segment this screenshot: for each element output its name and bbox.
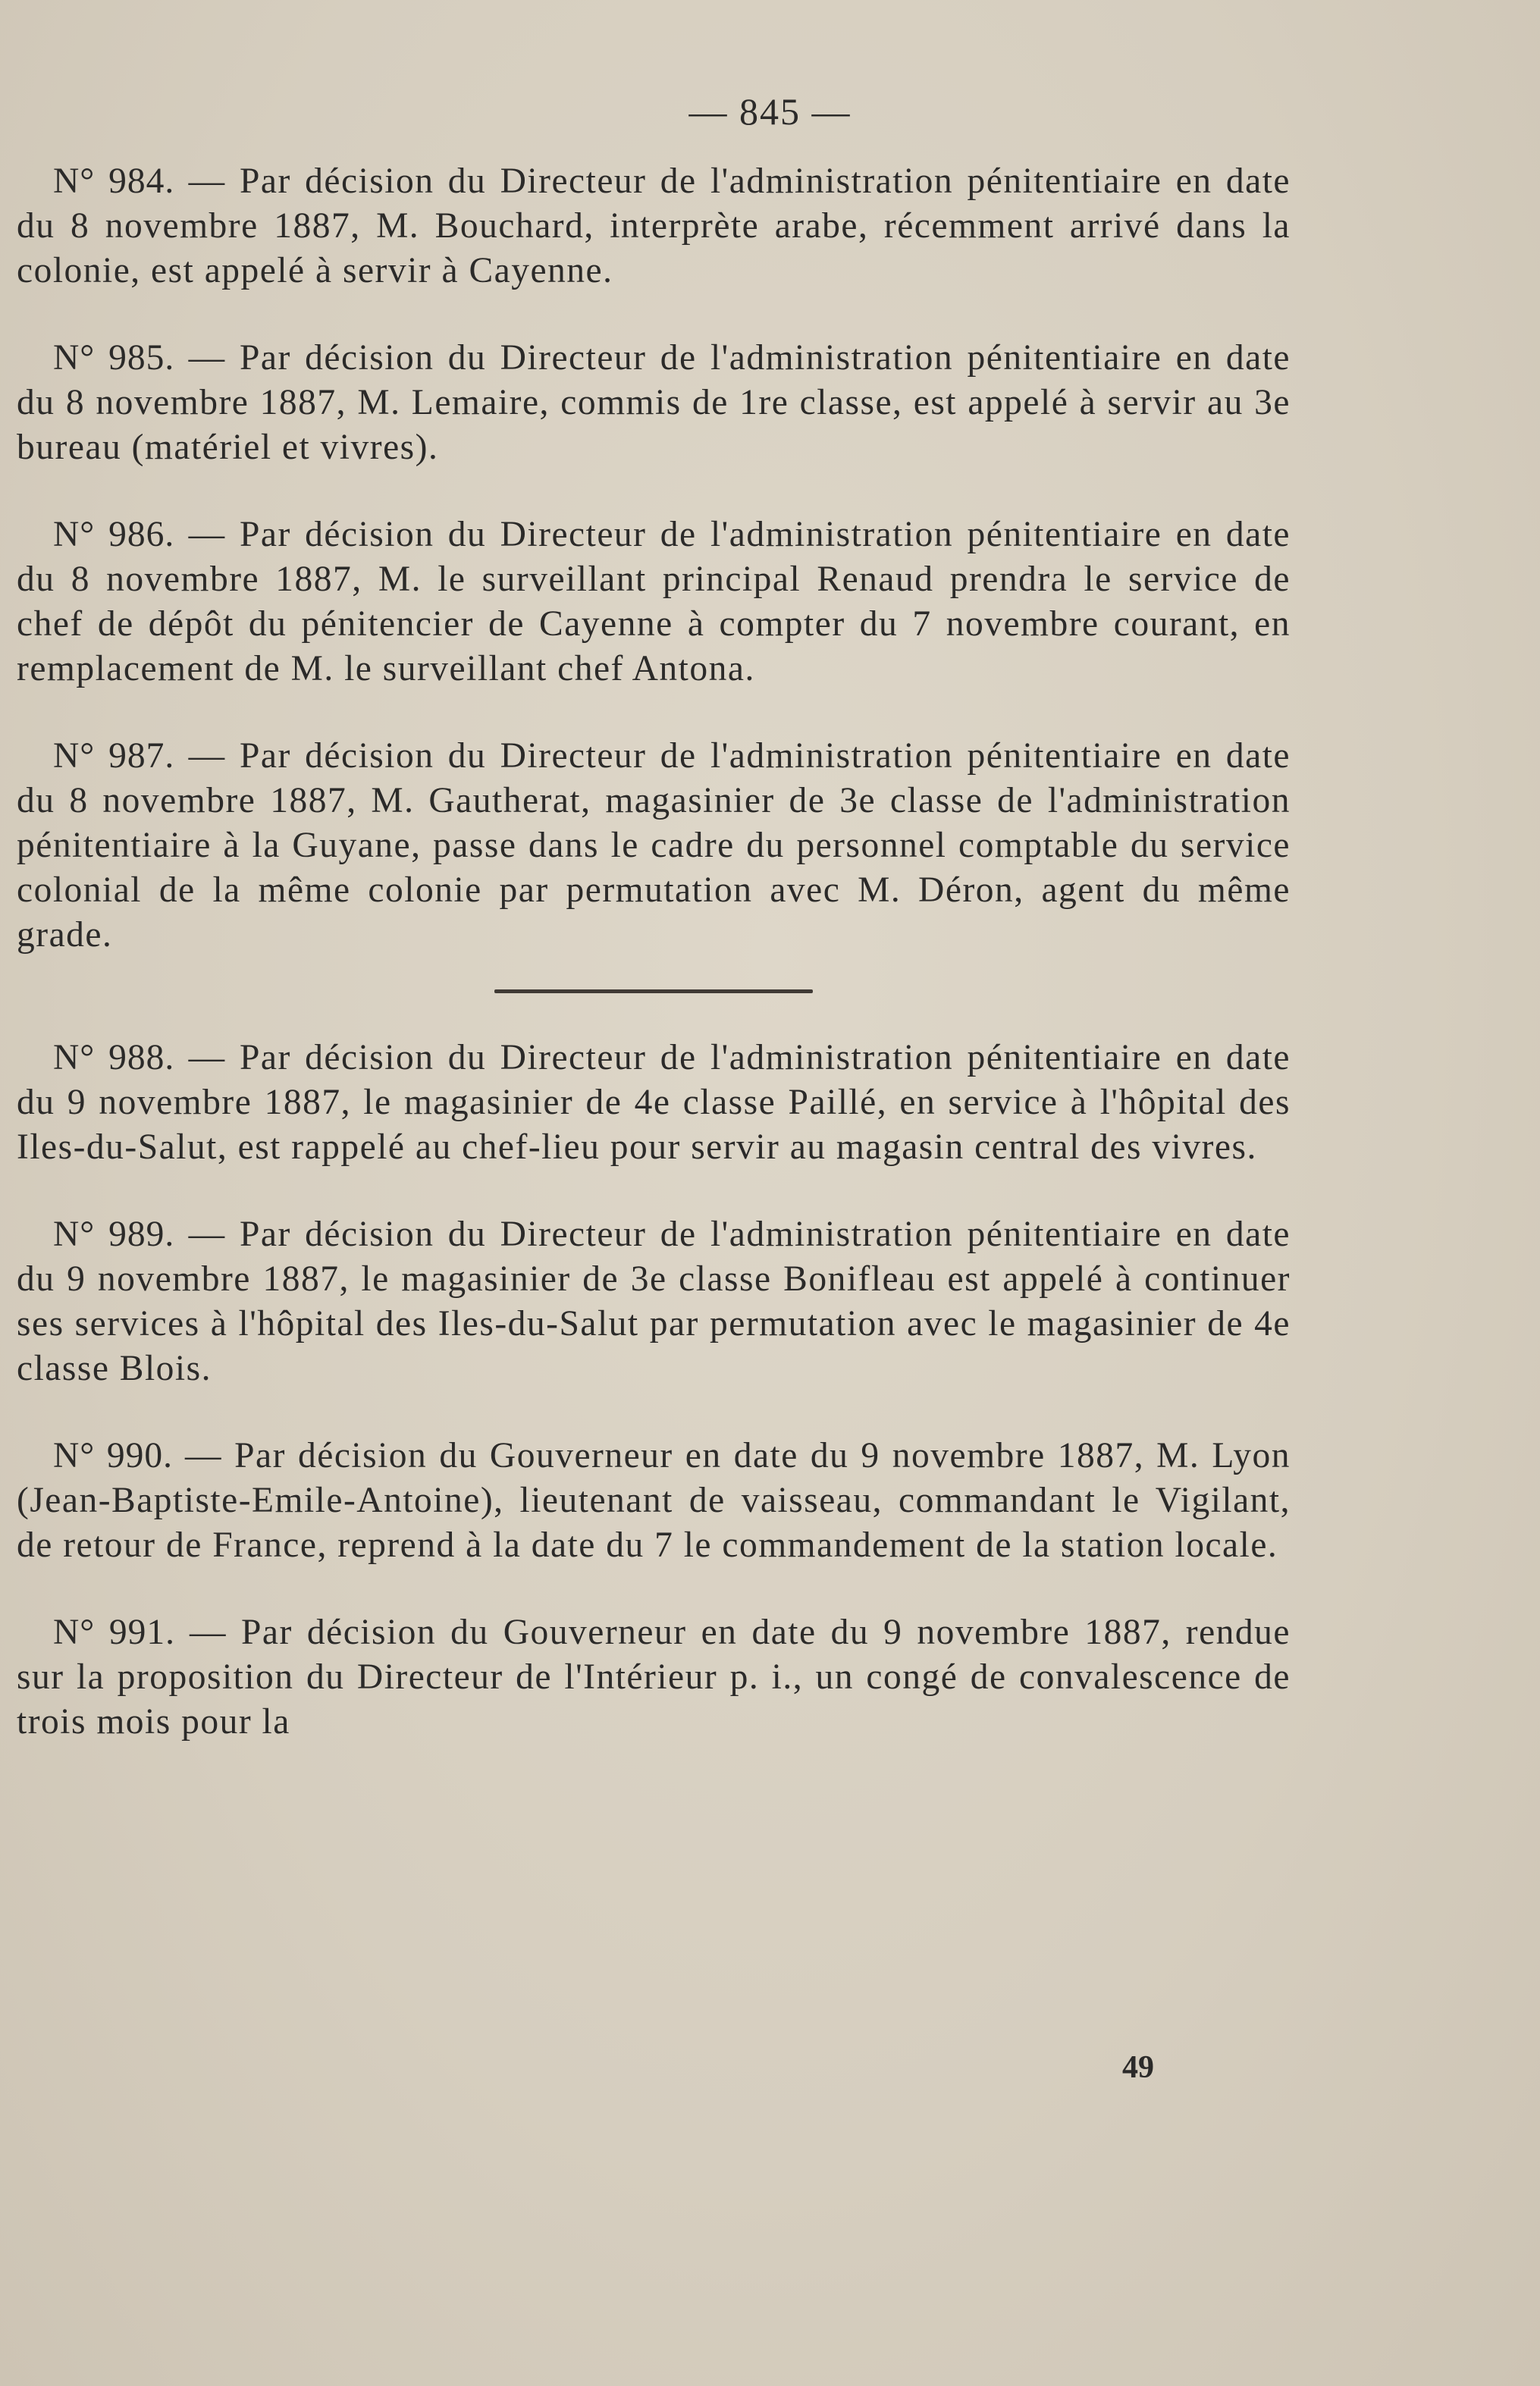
entry-984 [17, 159, 1291, 293]
entry-985 [17, 336, 1291, 470]
entry-text: — Par décision du Directeur de l'administration pénitentiaire en date du 8 novembre 1887, M. Bouchard, interprète arabe, récemment arrivé dans la colonie, est appelé à servir à Cayenne. [17, 161, 1291, 290]
entry-986 [17, 513, 1291, 691]
entry-number: N° 987. [53, 736, 175, 776]
entry-text: — Par décision du Gouverneur en date du 9 novembre 1887, M. Lyon (Jean-Baptiste-Emile-Antoine), lieutenant de vaisseau, commandant le Vigilant, de retour de France, reprend à la date du 7 le commandement de la station locale. [17, 1436, 1291, 1565]
entry-number: N° 989. [53, 1215, 175, 1254]
entry-number: N° 986. [53, 515, 175, 554]
page-number: — 845 — [688, 90, 852, 133]
entry-text: — Par décision du Directeur de l'administration pénitentiaire en date du 9 novembre 1887, le magasinier de 3e classe Bonifleau est appelé à continuer ses services à l'hôpital des Iles-du-Salut par permutation avec le magasinier de 4e classe Blois. [17, 1215, 1291, 1388]
entry-text: — Par décision du Directeur de l'administration pénitentiaire en date du 8 novembre 1887, M. Gautherat, magasinier de 3e classe de l'administration pénitentiaire à la Guyane, passe dans le cadre du personnel comptable du service colonial de la même colonie par permutation avec M. Déron, agent du même grade. [17, 736, 1291, 955]
entry-number: N° 985. [53, 338, 175, 378]
entry-990 [17, 1434, 1291, 1568]
folio-number: 49 [1122, 2050, 1154, 2085]
entry-number: N° 984. [53, 161, 175, 201]
entry-988 [17, 1036, 1291, 1170]
entry-text: — Par décision du Directeur de l'administration pénitentiaire en date du 8 novembre 1887, M. le surveillant principal Renaud prendra le service de chef de dépôt du pénitencier de Cayenne à compter du 7 novembre courant, en remplacement de M. le surveillant chef Antona. [17, 515, 1291, 688]
entry-text: — Par décision du Gouverneur en date du 9 novembre 1887, rendue sur la proposition du Directeur de l'Intérieur p. i., un congé de convalescence de trois mois pour la [17, 1613, 1291, 1742]
entry-text: — Par décision du Directeur de l'administration pénitentiaire en date du 8 novembre 1887, M. Lemaire, commis de 1re classe, est appelé à servir au 3e bureau (matériel et vivres). [17, 338, 1291, 467]
text-body [17, 159, 1291, 1787]
entry-number: N° 991. [53, 1613, 175, 1652]
entry-number: N° 990. [53, 1436, 173, 1475]
section-divider [494, 989, 813, 993]
entry-991 [17, 1610, 1291, 1745]
entry-number: N° 988. [53, 1038, 175, 1077]
entry-987 [17, 734, 1291, 958]
entry-989 [17, 1212, 1291, 1391]
entry-text: — Par décision du Directeur de l'administration pénitentiaire en date du 9 novembre 1887, le magasinier de 4e classe Paillé, en service à l'hôpital des Iles-du-Salut, est rappelé au chef-lieu pour servir au magasin central des vivres. [17, 1038, 1291, 1167]
